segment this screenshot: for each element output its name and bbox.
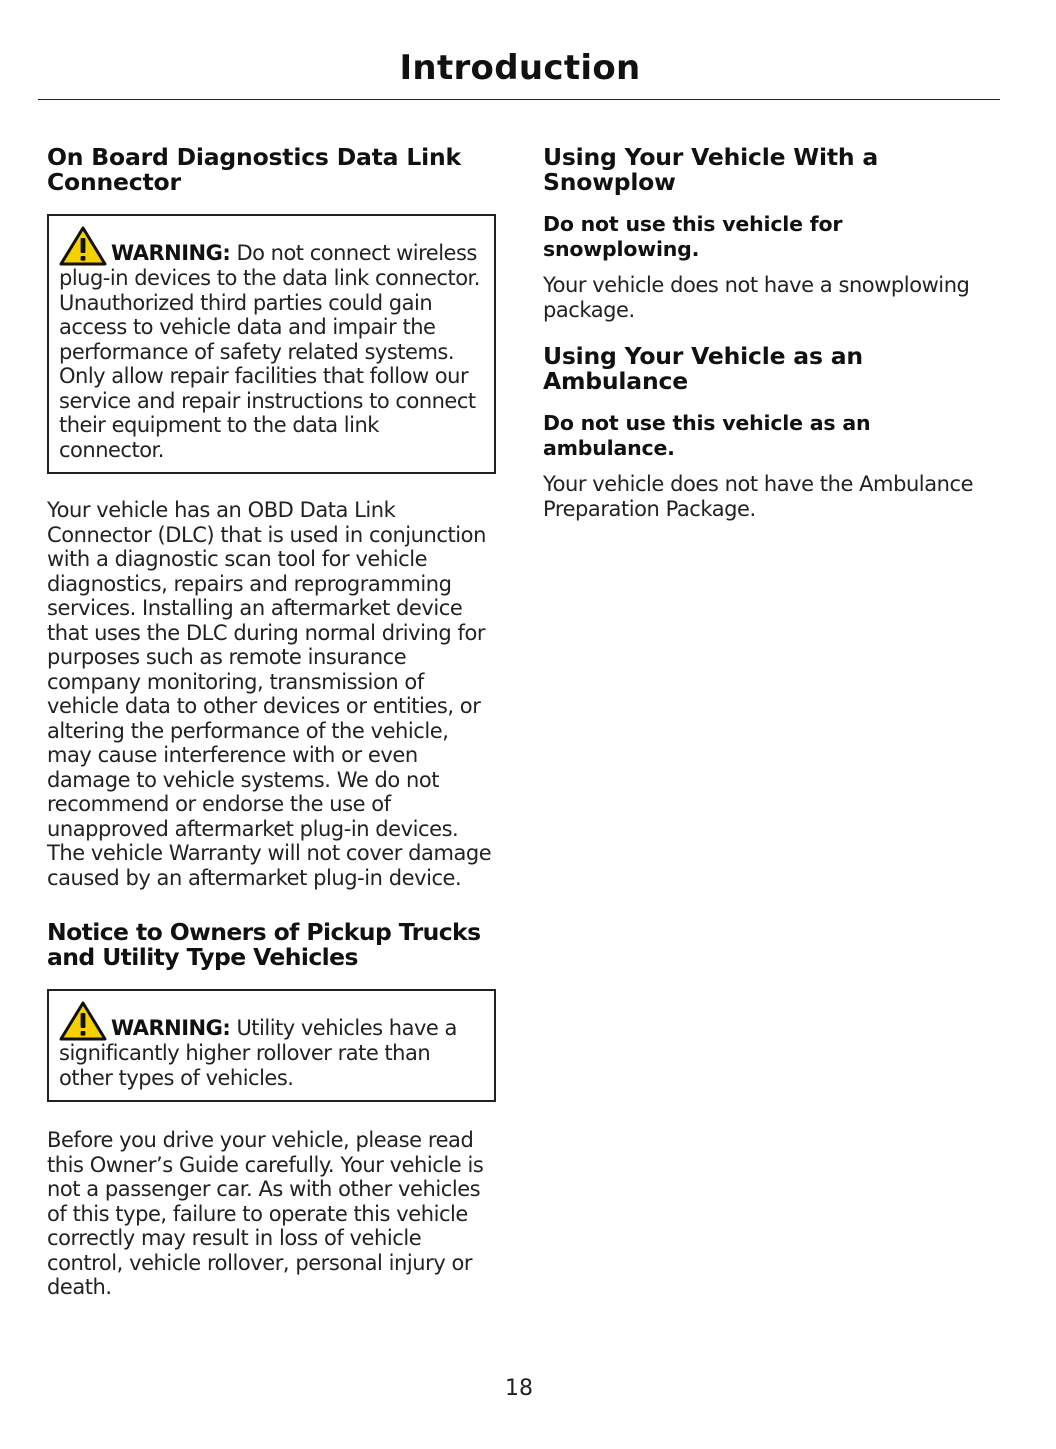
obd-warning-text: Do not connect wireless plug-in devices to the data link connector. Unauthorized third parties could gain access to vehicle data and impair the performance of safety related systems. Only allow repair facilities that follow our service and repair instructions to connect their equipment to the data link connector. (59, 241, 480, 462)
obd-body-text: Your vehicle has an OBD Data Link Connector (DLC) that is used in conjunction with a diagnostic scan tool for vehicle diagnostics, repairs and reprogramming services. Installing an aftermarket device that uses the DLC during normal driving for purposes such as remote insurance company monitoring, transmission of vehicle data to other devices or entities, or altering the performance of the vehicle, may cause interference with or even damage to vehicle systems. We do not recommend or endorse the use of unapproved aftermarket plug-in devices. The vehicle Warranty will not cover damage caused by an aftermarket plug-in device. (47, 498, 492, 890)
ambulance-section-heading: Using Your Vehicle as an Ambulance (543, 342, 863, 395)
left-column (47, 145, 499, 1300)
obd-warning-label: WARNING: (111, 241, 231, 265)
pickup-warning-box (47, 989, 496, 1102)
warning-triangle-icon (59, 1001, 107, 1041)
pickup-warning-paragraph (59, 1001, 486, 1090)
pickup-section-heading: Notice to Owners of Pickup Trucks and Utility Type Vehicles (47, 918, 481, 971)
pickup-body-text: Before you drive your vehicle, please read this Owner’s Guide carefully. Your vehicle is not a passenger car. As with other vehicles of this type, failure to operate this vehicle correctly may result in loss of vehicle control, vehicle rollover, personal injury or death. (47, 1128, 484, 1299)
pickup-warning-label: WARNING: (111, 1016, 231, 1040)
obd-warning-paragraph (59, 226, 486, 462)
snowplow-subheading: Do not use this vehicle for snowplowing. (543, 212, 843, 261)
obd-section-heading: On Board Diagnostics Data Link Connector (47, 143, 461, 196)
ambulance-subheading: Do not use this vehicle as an ambulance. (543, 411, 871, 460)
snowplow-section-heading: Using Your Vehicle With a Snowplow (543, 143, 879, 196)
warning-triangle-icon (59, 226, 107, 266)
pickup-warning-text: Utility vehicles have a significantly higher rollover rate than other types of vehicles. (59, 1016, 457, 1090)
title-divider (38, 99, 1000, 100)
page-title: Introduction (399, 48, 641, 88)
snowplow-body-text: Your vehicle does not have a snowplowing package. (543, 273, 970, 322)
page-number: 18 (505, 1376, 533, 1401)
obd-warning-box (47, 214, 496, 474)
ambulance-body-text: Your vehicle does not have the Ambulance Preparation Package. (543, 472, 974, 521)
right-column (543, 145, 995, 521)
